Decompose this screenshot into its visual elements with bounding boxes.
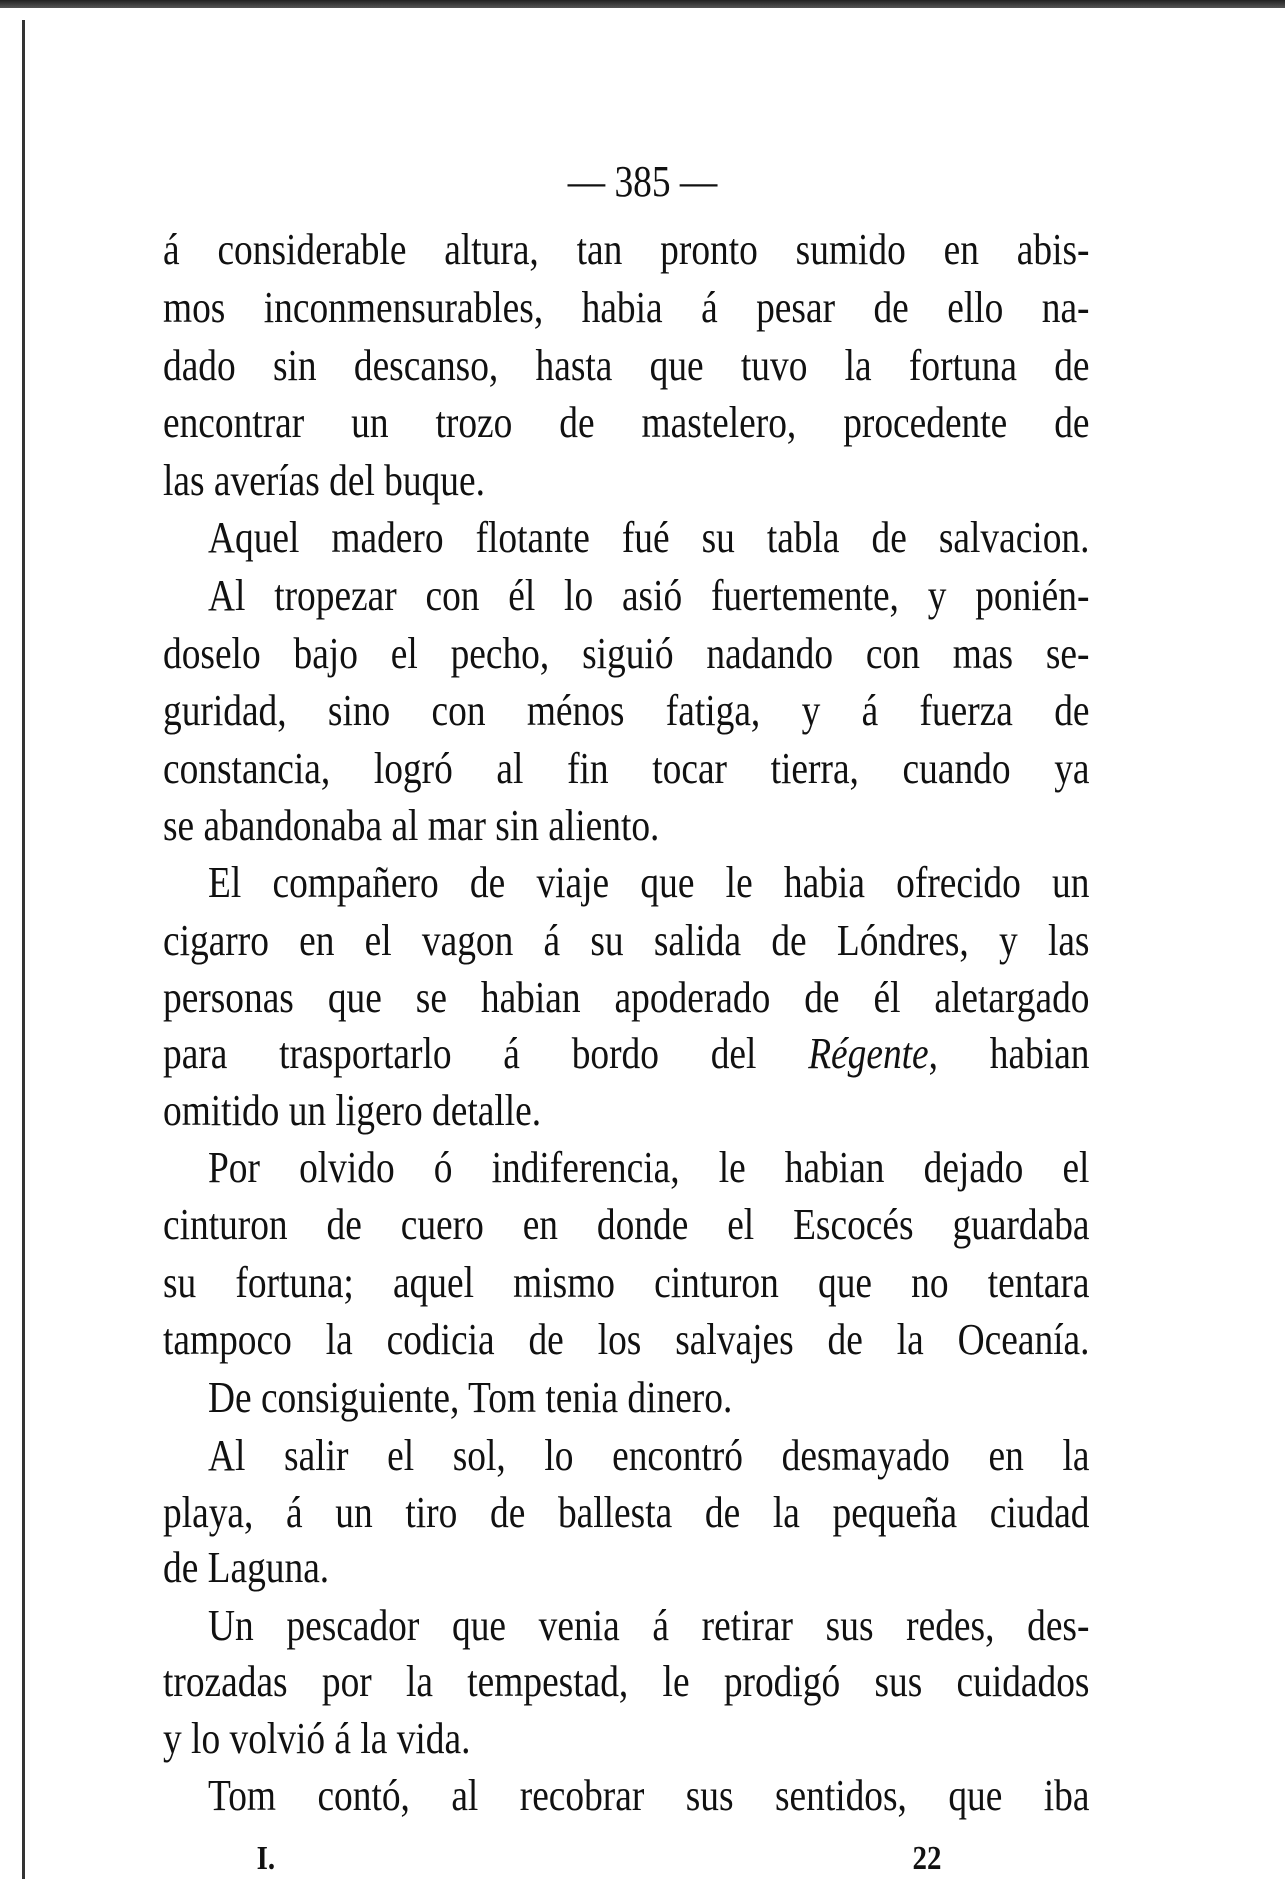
sheet-number: 22 (912, 1840, 942, 1877)
text-line: y lo volvió á la vida. (163, 1714, 471, 1763)
text-line: Aquel madero flotante fué su tabla de salvacion. (208, 513, 1090, 562)
text-segment: , habian (928, 1029, 1090, 1078)
text-line: dado sin descanso, hasta que tuvo la fortuna de (163, 341, 1090, 390)
text-line: Un pescador que venia á retirar sus redes, des- (208, 1601, 1090, 1650)
text-line: El compañero de viaje que le habia ofrecido un (208, 858, 1090, 907)
text-line: cinturon de cuero en donde el Escocés guardaba (163, 1200, 1090, 1249)
text-segment: para trasportarlo á bordo del (163, 1029, 809, 1078)
text-line (163, 1029, 1090, 1079)
page-top-edge (0, 0, 1285, 8)
text-line: á considerable altura, tan pronto sumido en abis- (163, 225, 1090, 274)
text-line: Tom contó, al recobrar sus sentidos, que iba (208, 1771, 1090, 1820)
text-line: de Laguna. (163, 1543, 330, 1592)
text-line: guridad, sino con ménos fatiga, y á fuerza de (163, 686, 1090, 735)
text-line: playa, á un tiro de ballesta de la pequeña ciudad (163, 1488, 1090, 1537)
text-line: las averías del buque. (163, 456, 485, 505)
text-line: De consiguiente, Tom tenia dinero. (208, 1373, 733, 1422)
text-line: Al salir el sol, lo encontró desmayado en la (208, 1431, 1090, 1480)
text-line: mos inconmensurables, habia á pesar de ello na- (163, 283, 1090, 332)
italic-title: Régente (808, 1029, 929, 1078)
text-line: su fortuna; aquel mismo cinturon que no tentara (163, 1258, 1090, 1307)
text-line: personas que se habian apoderado de él aletargado (163, 973, 1090, 1022)
text-line: tampoco la codicia de los salvajes de la Oceanía. (163, 1315, 1090, 1364)
text-line: encontrar un trozo de mastelero, procedente de (163, 398, 1090, 447)
binding-edge (22, 20, 25, 1879)
page-number: — 385 — (567, 157, 718, 206)
text-line: trozadas por la tempestad, le prodigó sus cuidados (163, 1657, 1090, 1706)
text-line: cigarro en el vagon á su salida de Lóndres, y las (163, 916, 1090, 965)
text-line: doselo bajo el pecho, siguió nadando con mas se- (163, 629, 1090, 678)
text-line: omitido un ligero detalle. (163, 1086, 542, 1135)
text-line: se abandonaba al mar sin aliento. (163, 801, 660, 850)
text-line: constancia, logró al fin tocar tierra, cuando ya (163, 744, 1090, 793)
text-line: Al tropezar con él lo asió fuertemente, y ponién- (208, 571, 1090, 620)
text-line: Por olvido ó indiferencia, le habian dejado el (208, 1143, 1090, 1192)
signature-mark: I. (256, 1840, 276, 1877)
